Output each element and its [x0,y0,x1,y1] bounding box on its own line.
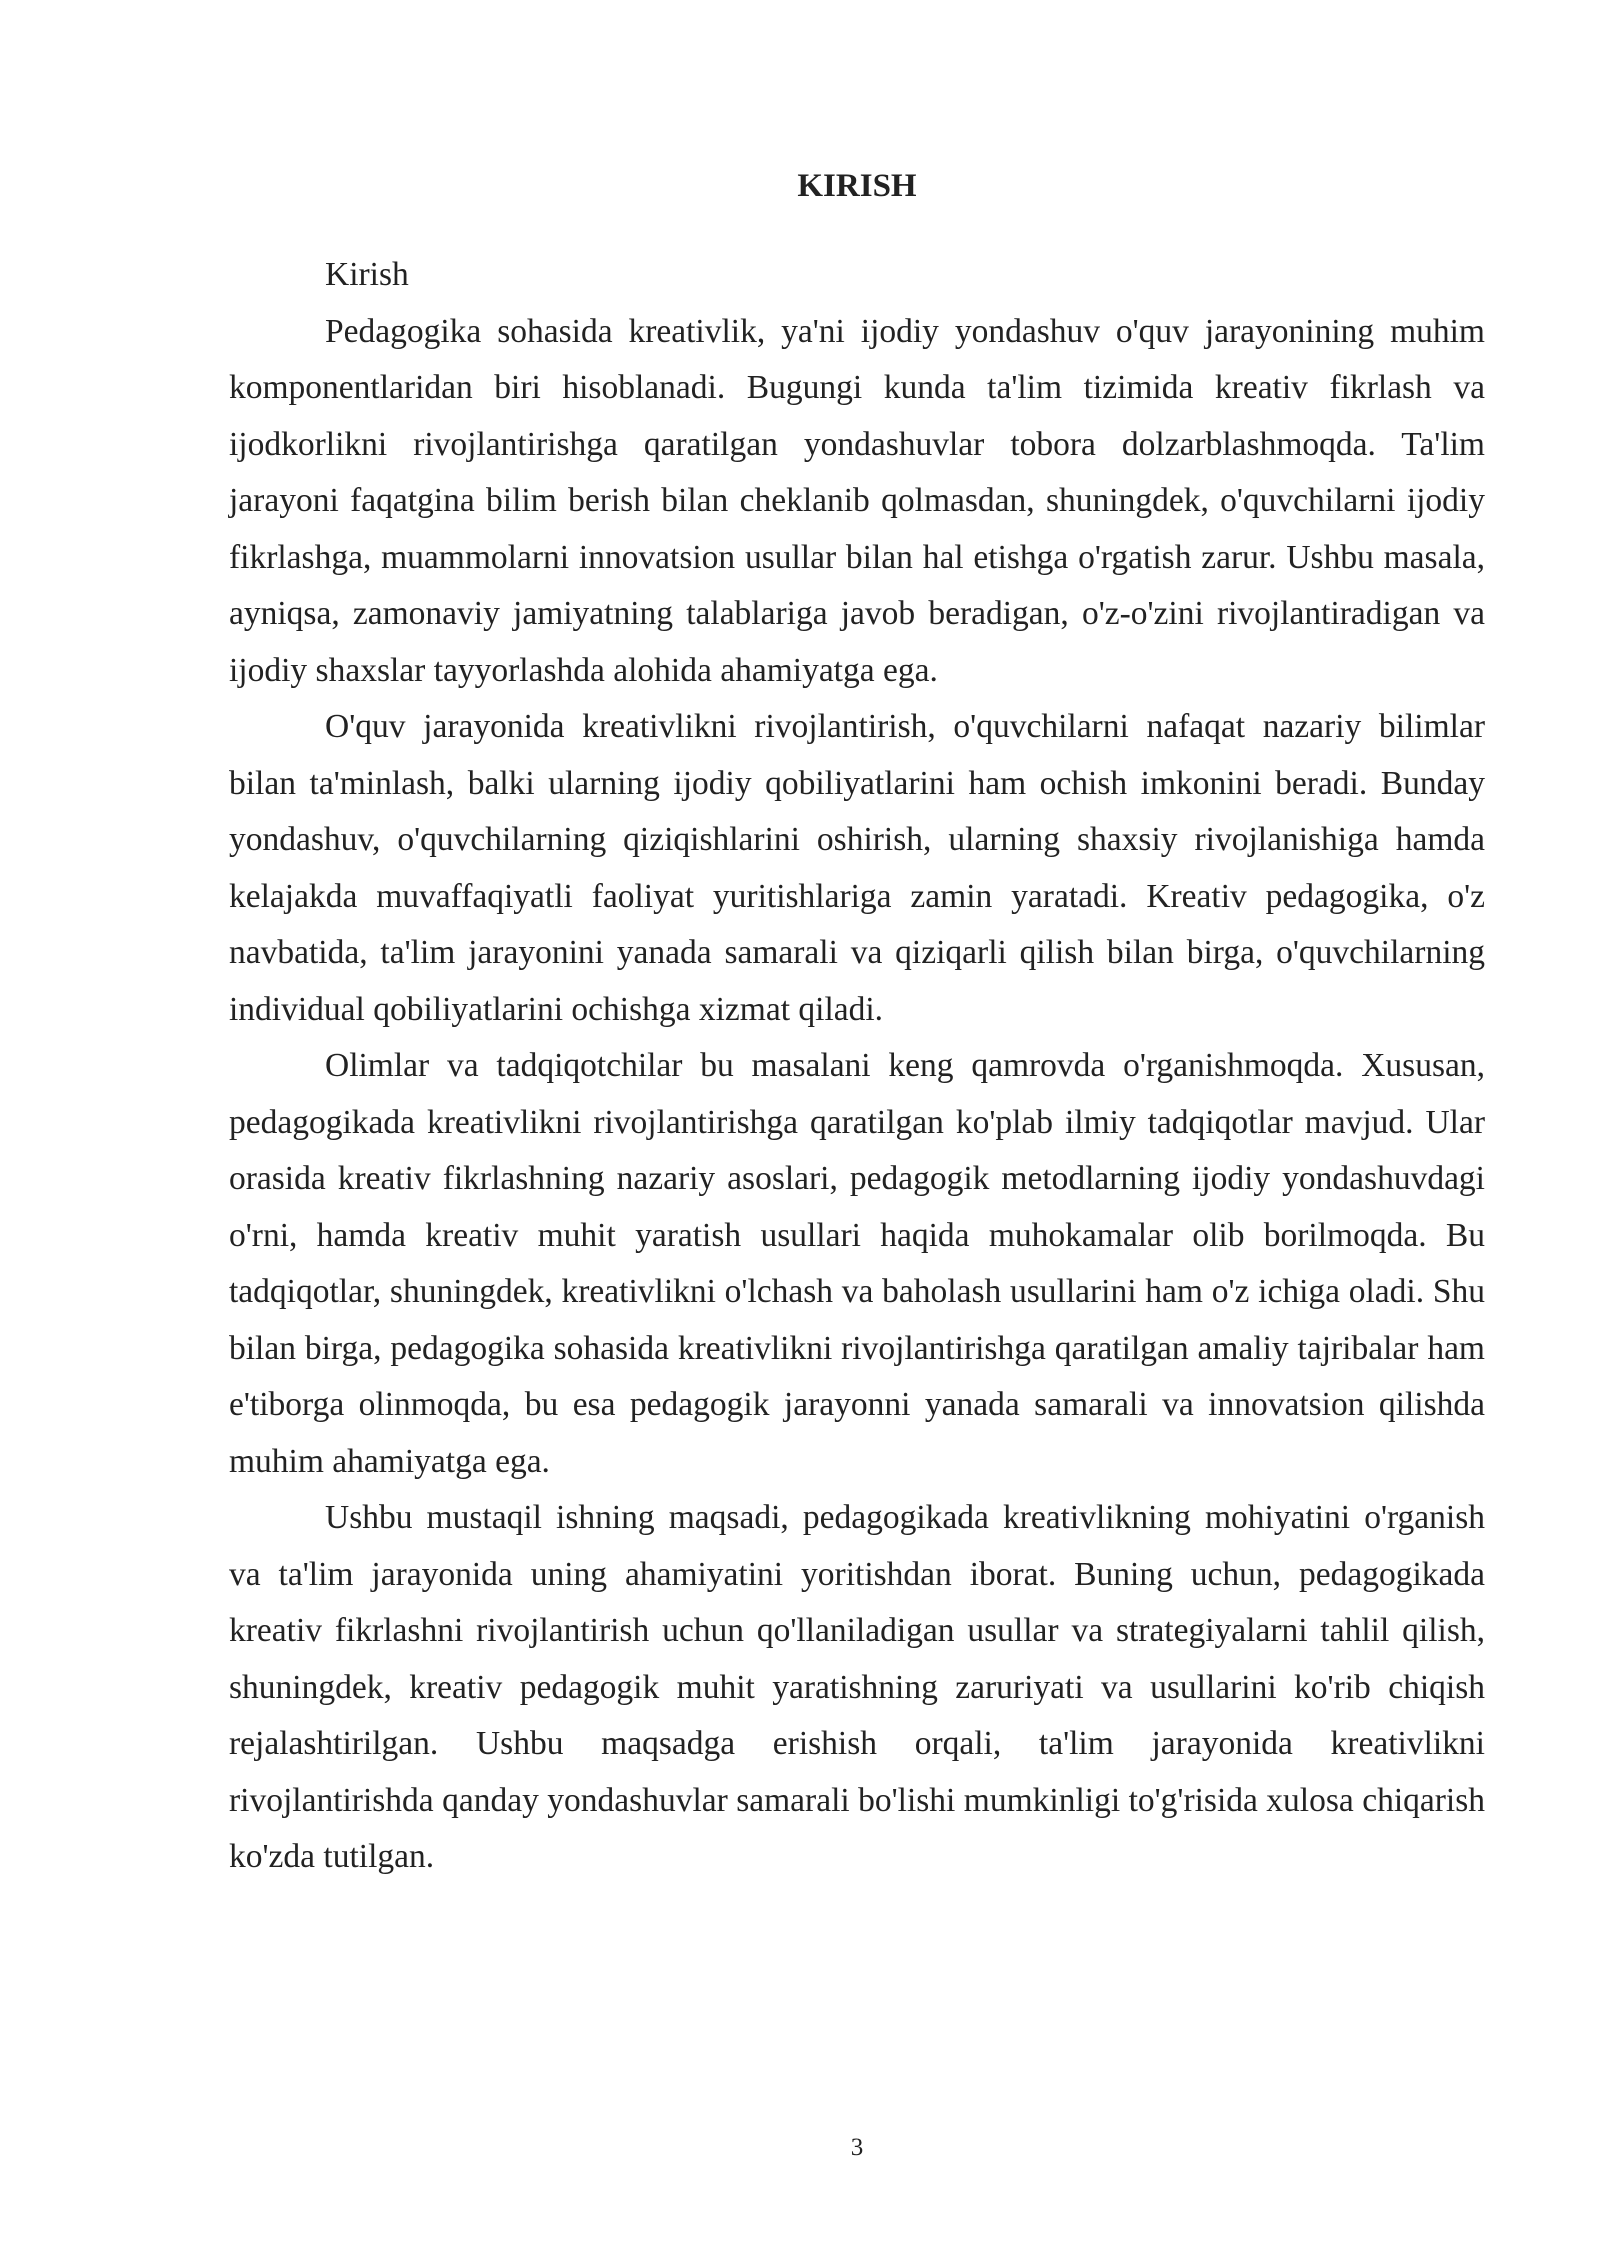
section-subheading: Kirish [325,256,409,293]
document-body [229,247,1485,1886]
page-number: 3 [850,2134,864,2161]
paragraph-2: O'quv jarayonida kreativlikni rivojlantirish, o'quvchilarni nafaqat nazariy bilimlar bilan ta'minlash, balki ularning ijodiy qobiliyatlarini ham ochish imkonini beradi. Bunday yondashuv, o'quvchilarning qiziqishlarini oshirish, ularning shaxsiy rivojlanishiga hamda kelajakda muvaffaqiyatli faoliyat yuritishlariga zamin yaratadi. Kreativ pedagogika, o'z navbatida, ta'lim jarayonini yanada samarali va qiziqarli qilish bilan birga, o'quvchilarning individual qobiliyatlarini ochishga xizmat qiladi. [229,708,1485,1028]
page-heading: KIRISH [797,168,917,204]
paragraph-1: Pedagogika sohasida kreativlik, ya'ni ijodiy yondashuv o'quv jarayonining muhim komponentlaridan biri hisoblanadi. Bugungi kunda ta'lim tizimida kreativ fikrlash va ijodkorlikni rivojlantirishga qaratilgan yondashuvlar tobora dolzarblashmoqda. Ta'lim jarayoni faqatgina bilim berish bilan cheklanib qolmasdan, shuningdek, o'quvchilarni ijodiy fikrlashga, muammolarni innovatsion usullar bilan hal etishga o'rgatish zarur. Ushbu masala, ayniqsa, zamonaviy jamiyatning talablariga javob beradigan, o'z-o'zini rivojlantiradigan va ijodiy shaxslar tayyorlashda alohida ahamiyatga ega. [229,312,1485,689]
paragraph-3: Olimlar va tadqiqotchilar bu masalani keng qamrovda o'rganishmoqda. Xususan, pedagogikada kreativlikni rivojlantirishga qaratilgan ko'plab ilmiy tadqiqotlar mavjud. Ular orasida kreativ fikrlashning nazariy asoslari, pedagogik metodlarning ijodiy yondashuvdagi o'rni, hamda kreativ muhit yaratish usullari haqida muhokamalar olib borilmoqda. Bu tadqiqotlar, shuningdek, kreativlikni o'lchash va baholash usullarini ham o'z ichiga oladi. Shu bilan birga, pedagogika sohasida kreativlikni rivojlantirishga qaratilgan amaliy tajribalar ham e'tiborga olinmoqda, bu esa pedagogik jarayonni yanada samarali va innovatsion qilishda muhim ahamiyatga ega. [229,1047,1485,1480]
paragraph-4: Ushbu mustaqil ishning maqsadi, pedagogikada kreativlikning mohiyatini o'rganish va ta'lim jarayonida uning ahamiyatini yoritishdan iborat. Buning uchun, pedagogikada kreativ fikrlashni rivojlantirish uchun qo'llaniladigan usullar va strategiyalarni tahlil qilish, shuningdek, kreativ pedagogik muhit yaratishning zaruriyati va usullarini ko'rib chiqish rejalashtirilgan. Ushbu maqsadga erishish orqali, ta'lim jarayonida kreativlikni rivojlantirishda qanday yondashuvlar samarali bo'lishi mumkinligi to'g'risida xulosa chiqarish ko'zda tutilgan. [229,1499,1485,1875]
